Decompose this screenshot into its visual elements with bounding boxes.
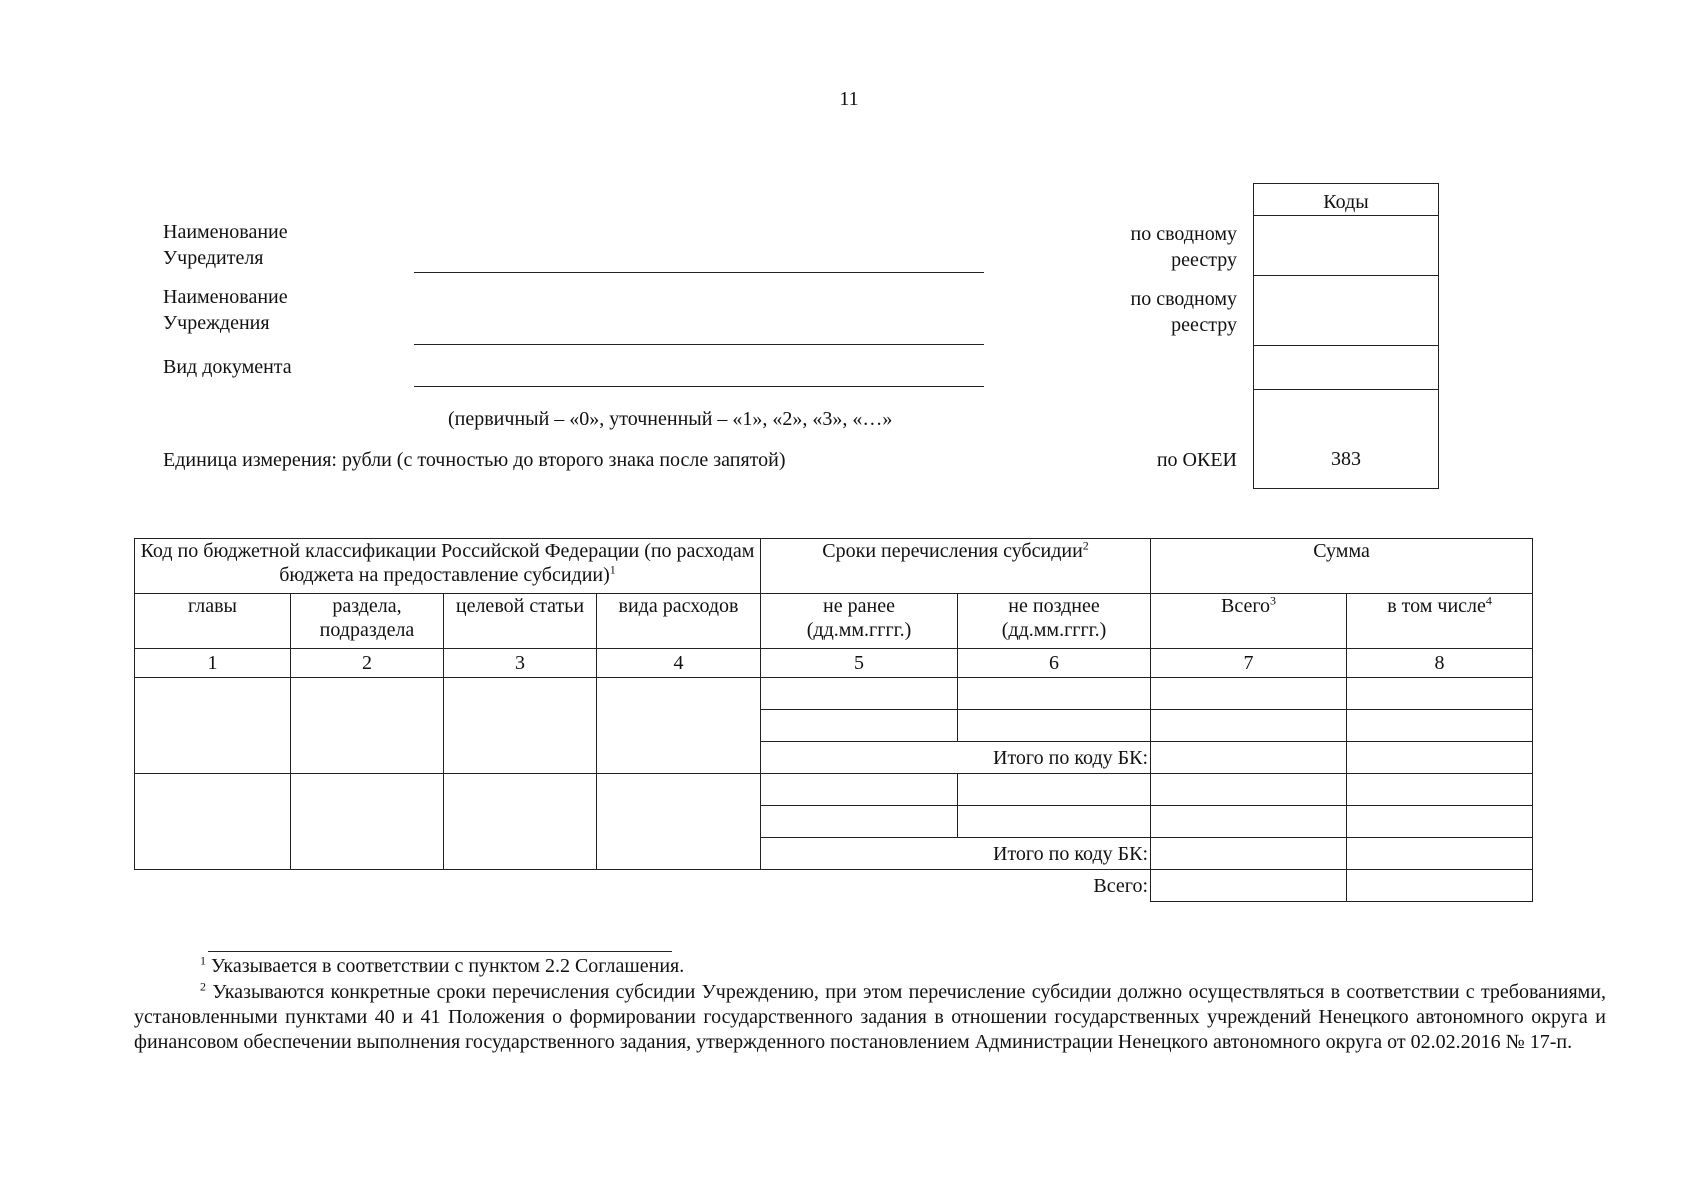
header-including-text: в том числе [1387, 595, 1486, 617]
column-number: 5 [761, 649, 958, 678]
cell-expense-type[interactable] [597, 678, 761, 774]
header-section-line2: подраздела [319, 619, 415, 641]
unit-label: Единица измерения: рубли (с точностью до второго знака после запятой) [163, 449, 786, 471]
cell-not-before[interactable] [761, 710, 958, 742]
header-not-later-line1: не позднее [1008, 595, 1100, 617]
grand-total-row [135, 870, 1533, 902]
cell-chapter[interactable] [135, 774, 291, 870]
cell-grand-total[interactable] [1151, 870, 1347, 902]
column-number: 1 [135, 649, 291, 678]
header-total [1151, 594, 1347, 649]
cell-not-before[interactable] [761, 806, 958, 838]
footnote-ref: 1 [609, 562, 616, 577]
header-section-line1: раздела, [332, 595, 402, 617]
registry-label-2-line1: по сводному [1130, 288, 1237, 310]
footnote-separator [208, 951, 672, 952]
doc-type-label: Вид документа [163, 356, 292, 378]
footnote-ref: 3 [1270, 593, 1277, 608]
column-number: 2 [291, 649, 444, 678]
header-including [1347, 594, 1533, 649]
cell-not-later[interactable] [958, 678, 1151, 710]
header-terms [761, 539, 1151, 594]
registry-label-1-line2: реестру [1171, 249, 1237, 271]
cell-including[interactable] [1347, 838, 1533, 870]
subsidy-schedule-table [134, 538, 1533, 902]
cell-total[interactable] [1151, 774, 1347, 806]
cell-including[interactable] [1347, 678, 1533, 710]
header-terms-text: Сроки перечисления субсидии [822, 540, 1083, 562]
cell-total[interactable] [1151, 742, 1347, 774]
column-number: 3 [444, 649, 597, 678]
cell-not-later[interactable] [958, 710, 1151, 742]
header-total-text: Всего [1221, 595, 1271, 617]
okei-label: по ОКЕИ [1156, 449, 1237, 471]
codes-divider [1254, 345, 1438, 346]
institution-label [163, 284, 288, 336]
header-not-before-line1: не ранее [823, 595, 895, 617]
cell-not-later[interactable] [958, 774, 1151, 806]
institution-label-line1: Наименование [163, 286, 288, 308]
cell-including[interactable] [1347, 742, 1533, 774]
institution-label-line2: Учреждения [163, 312, 270, 334]
footnote-2 [134, 980, 1606, 1055]
footnote-2-text: Указываются конкретные сроки перечисления субсидии Учреждению, при этом перечисление субсидии должно осуществляться в соответствии с требованиями, установленными пунктами 40 и 41 Положения о формировании государственного задания в отношении государственных учреждений Ненецкого автономного округа и финансовом обеспечении выполнения государственного задания, утвержденного постановлением Администрации Ненецкого автономного округа от 02.02.2016 № 17-п. [134, 981, 1607, 1053]
doc-type-hint: (первичный – «0», уточненный – «1», «2», «3», «…» [448, 408, 893, 430]
cell-not-later[interactable] [958, 806, 1151, 838]
cell-total[interactable] [1151, 678, 1347, 710]
column-number: 7 [1151, 649, 1347, 678]
subtotal-label: Итого по коду БК: [761, 742, 1151, 774]
codes-title: Коды [1323, 191, 1369, 213]
footnote-mark: 1 [200, 953, 206, 968]
table-header-row [135, 594, 1533, 649]
header-expense-type: вида расходов [597, 594, 761, 649]
header-not-later-line2: (дд.мм.гггг.) [1001, 619, 1107, 641]
cell-grand-including[interactable] [1347, 870, 1533, 902]
cell-target[interactable] [444, 774, 597, 870]
cell-expense-type[interactable] [597, 774, 761, 870]
grand-total-label: Всего: [135, 870, 1151, 902]
header-chapter: главы [135, 594, 291, 649]
column-number: 6 [958, 649, 1151, 678]
cell-including[interactable] [1347, 806, 1533, 838]
header-bk-code-text: Код по бюджетной классификации Российской Федерации (по расходам бюджета на предоставление субсидии) [140, 540, 755, 586]
registry-label-2-line2: реестру [1171, 314, 1237, 336]
founder-label [163, 219, 288, 271]
header-not-later [958, 594, 1151, 649]
header-target: целевой статьи [444, 594, 597, 649]
codes-divider [1254, 215, 1438, 216]
founder-label-line1: Наименование [163, 221, 288, 243]
codes-box [1253, 183, 1439, 489]
subtotal-label: Итого по коду БК: [761, 838, 1151, 870]
header-not-before [761, 594, 958, 649]
footnote-mark: 2 [200, 979, 206, 994]
founder-name-field[interactable] [414, 272, 984, 273]
footnote-ref: 4 [1485, 593, 1492, 608]
registry-label-1-line1: по сводному [1130, 223, 1237, 245]
okei-code-value: 383 [1331, 448, 1361, 470]
table-header-group-row [135, 539, 1533, 594]
header-bk-code [135, 539, 761, 594]
table-row [135, 774, 1533, 806]
cell-total[interactable] [1151, 710, 1347, 742]
footnote-1-text: Указывается в соответствии с пунктом 2.2 Соглашения. [211, 955, 685, 977]
cell-not-before[interactable] [761, 774, 958, 806]
cell-target[interactable] [444, 678, 597, 774]
column-number: 4 [597, 649, 761, 678]
table-row [135, 678, 1533, 710]
founder-label-line2: Учредителя [163, 247, 264, 269]
institution-name-field[interactable] [414, 344, 984, 345]
header-not-before-line2: (дд.мм.гггг.) [806, 619, 912, 641]
codes-divider [1254, 275, 1438, 276]
cell-not-before[interactable] [761, 678, 958, 710]
column-number: 8 [1347, 649, 1533, 678]
cell-total[interactable] [1151, 838, 1347, 870]
cell-including[interactable] [1347, 710, 1533, 742]
registry-label-1 [1077, 221, 1237, 273]
registry-label-2 [1077, 286, 1237, 338]
header-section [291, 594, 444, 649]
cell-section[interactable] [291, 678, 444, 774]
footnote-1 [134, 954, 1606, 979]
footnote-ref: 2 [1082, 538, 1089, 553]
cell-including[interactable] [1347, 774, 1533, 806]
header-sum: Сумма [1151, 539, 1533, 594]
doc-type-field[interactable] [414, 386, 984, 387]
cell-total[interactable] [1151, 806, 1347, 838]
cell-section[interactable] [291, 774, 444, 870]
cell-chapter[interactable] [135, 678, 291, 774]
column-number-row [135, 649, 1533, 678]
codes-divider [1254, 389, 1438, 390]
page-number: 11 [839, 88, 859, 110]
